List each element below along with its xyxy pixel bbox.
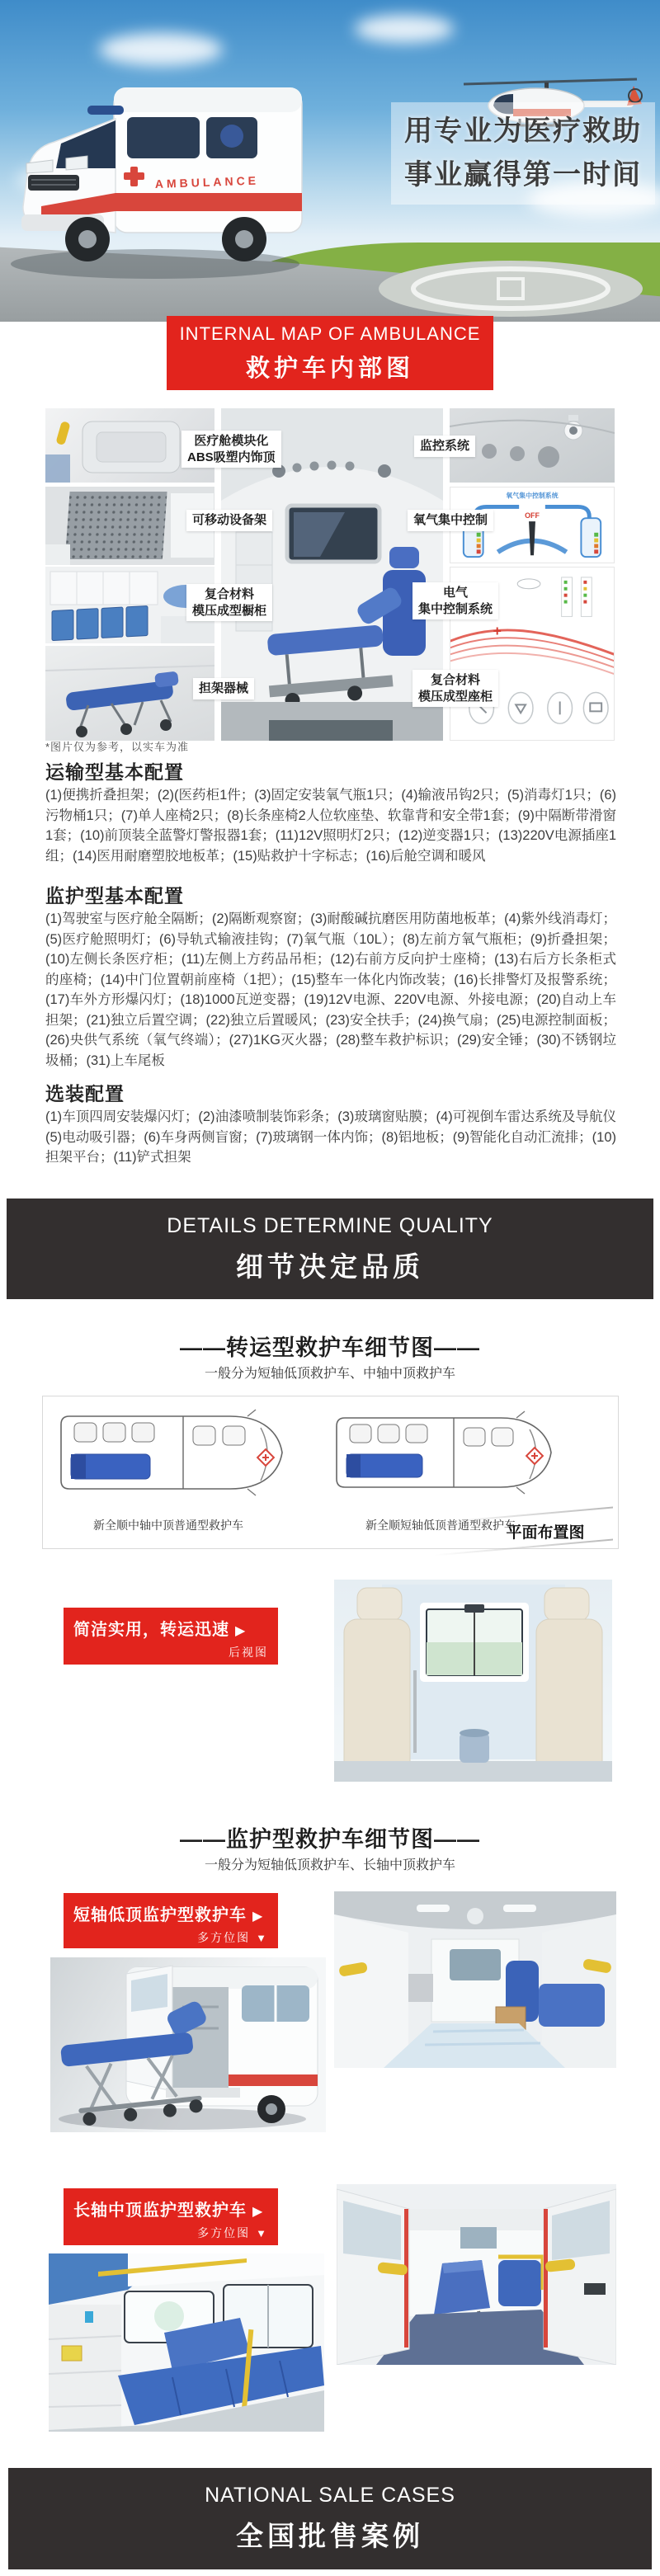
ambulance-van-graphic (0, 43, 345, 299)
photo-van-rear-stretcher (50, 1957, 326, 2132)
arrow-down-icon: ▼ (256, 1932, 268, 1944)
photo-rear-view-interior (334, 1580, 612, 1782)
van-side-text: AMBULANCE (154, 173, 260, 191)
photo-short-axle-interior (334, 1891, 616, 2068)
floorplan-caption-right: 新全顺短轴低顶普通型救护车 (365, 1519, 516, 1532)
tag-transport-fast (64, 1608, 278, 1665)
tag1-title: 简洁实用，转运迅速 (73, 1621, 229, 1639)
oxygen-panel-title: 氧气集中控制系统 (506, 492, 559, 500)
tag3-sub: 多方位图 (197, 2226, 251, 2239)
arrow-right-icon: ▶ (252, 1910, 264, 1924)
arrow-right-icon: ▶ (252, 2205, 264, 2219)
details-banner-en: DETAILS DETERMINE QUALITY (167, 1213, 493, 1237)
label-molded-seat: 复合材料 模压成型座柜 (412, 670, 498, 707)
arrow-right-icon: ▶ (235, 1624, 247, 1638)
national-banner-zh: 全国批售案例 (236, 2521, 424, 2551)
tag2-title: 短轴低顶监护型救护车 (73, 1906, 247, 1924)
label-oxygen-control: 氧气集中控制 (408, 510, 493, 531)
config-title-optional: 选装配置 (45, 1083, 125, 1104)
monitor-section-subheading: 一般分为短轴低顶救护车、长轴中顶救护车 (204, 1858, 455, 1872)
config-title-monitor: 监护型基本配置 (45, 885, 184, 907)
tag3-title: 长轴中顶监护型救护车 (73, 2202, 247, 2220)
tag2-sub: 多方位图 (197, 1931, 251, 1944)
svg-text:+: + (493, 623, 502, 640)
config-title-transport: 运输型基本配置 (45, 761, 184, 783)
helipad-graphic (375, 256, 647, 318)
config-body-monitor: (1)驾驶室与医疗舱全隔断；(2)隔断观察窗；(3)耐酸碱抗磨医用防菌地板革；(4)紫外线消毒灯；(5)医疗舱照明灯；(6)导轨式输液挂钩；(7)氧气瓶（10L）；(8)左前方氧气瓶柜；(9)折叠担架；(10)左侧长条医疗柜；(11)左侧上方药品吊柜；(12)右前方反向护士座椅；(13)右后方长条柜式的座椅；(14)中门位置朝前座椅（1把）；(15)整车一体化内饰改装；(16)长排警灯及报警系统；(17)车外方形爆闪灯；(18)1000瓦逆变器；(19)12V电源、220V电源、外接电源；(20)自动上车担架；(21)独立后置空调；(22)独立后置暖风；(23)安全扶手；(24)换气扇；(25)电源控制面板；(26)央供气系统（氧气终端）；(27)1KG灭火器；(28)整车救护标识；(29)安全锤；(30)不锈钢垃圾桶；(31)上车尾板 (45, 911, 616, 1068)
cloud-shape (355, 15, 454, 43)
oxygen-off-label: OFF (525, 511, 540, 520)
floorplan-short-axle (325, 1406, 556, 1499)
floorplan-mid-axle (53, 1406, 284, 1499)
label-monitor-system: 监控系统 (414, 436, 475, 457)
floorplan-box (42, 1396, 619, 1549)
national-banner-en: NATIONAL SALE CASES (205, 2484, 455, 2507)
label-stretcher-device: 担架器械 (193, 678, 254, 699)
hero-slogan-line1: 用专业为医疗救助 (404, 115, 642, 148)
label-molded-cabinet: 复合材料 模压成型橱柜 (186, 584, 272, 621)
internal-map-banner-zh: 救护车内部图 (245, 355, 414, 382)
photo-stretcher-device (45, 646, 214, 741)
label-electric-control: 电气 集中控制系统 (412, 582, 498, 619)
internal-map-banner (167, 316, 493, 390)
monitor-section-heading: ——监护型救护车细节图—— (180, 1827, 480, 1852)
label-abs-ceiling: 医疗舱模块化 ABS吸塑内饰顶 (182, 431, 281, 468)
arrow-down-icon: ▼ (256, 2227, 268, 2239)
photo-long-axle-rear-corridor (337, 2184, 616, 2365)
photo-long-axle-side-bench (49, 2253, 324, 2432)
disclaimer-note: *图片仅为参考，以实车为准 (45, 741, 190, 753)
internal-map-banner-en: INTERNAL MAP OF AMBULANCE (179, 323, 481, 344)
hero-slogan-panel (391, 102, 655, 205)
tag-short-axle (64, 1893, 278, 1948)
floorplan-badge: 平面布置图 (479, 1516, 611, 1547)
tag-long-axle (64, 2188, 278, 2245)
label-movable-rack: 可移动设备架 (186, 510, 272, 531)
details-banner-zh: 细节决定品质 (236, 1250, 424, 1282)
transport-section-heading: ——转运型救护车细节图—— (180, 1335, 480, 1360)
details-quality-banner (7, 1199, 653, 1299)
tag1-sub: 后视图 (229, 1646, 268, 1659)
hero-slogan-line2: 事业赢得第一时间 (404, 159, 642, 191)
transport-section-subheading: 一般分为短轴低顶救护车、中轴中顶救护车 (204, 1367, 455, 1381)
hero-banner (0, 0, 660, 322)
config-body-optional: (1)车顶四周安装爆闪灯；(2)油漆喷制装饰彩条；(3)玻璃窗贴膜；(4)可视倒车雷达系统及导航仪 (5)电动吸引器；(6)车身两侧盲窗；(7)玻璃钢一体内饰；(8)铝地板；(9)智能化自动汇流排；(10)担架平台；(11)铲式担架 (45, 1109, 616, 1165)
config-body-transport: (1)便携折叠担架；(2)(医药柜1件；(3)固定安装氧气瓶1只；(4)输液吊钩2只；(5)消毒灯1只；(6)污物桶1只；(7)单人座椅2只；(8)长条座椅2人位软座垫、软靠背和安全带1套；(9)中隔断带滑窗1套；(10)前顶装全蓝警灯警报器1套；(11)12V照明灯2只；(12)逆变器1只；(13)220V电源插座1组；(14)医用耐磨塑胶地板革；(15)贴救护十字标志；(16)后舱空调和暖风 (45, 788, 616, 864)
floorplan-caption-left: 新全顺中轴中顶普通型救护车 (93, 1519, 243, 1532)
national-sale-banner (8, 2468, 652, 2569)
